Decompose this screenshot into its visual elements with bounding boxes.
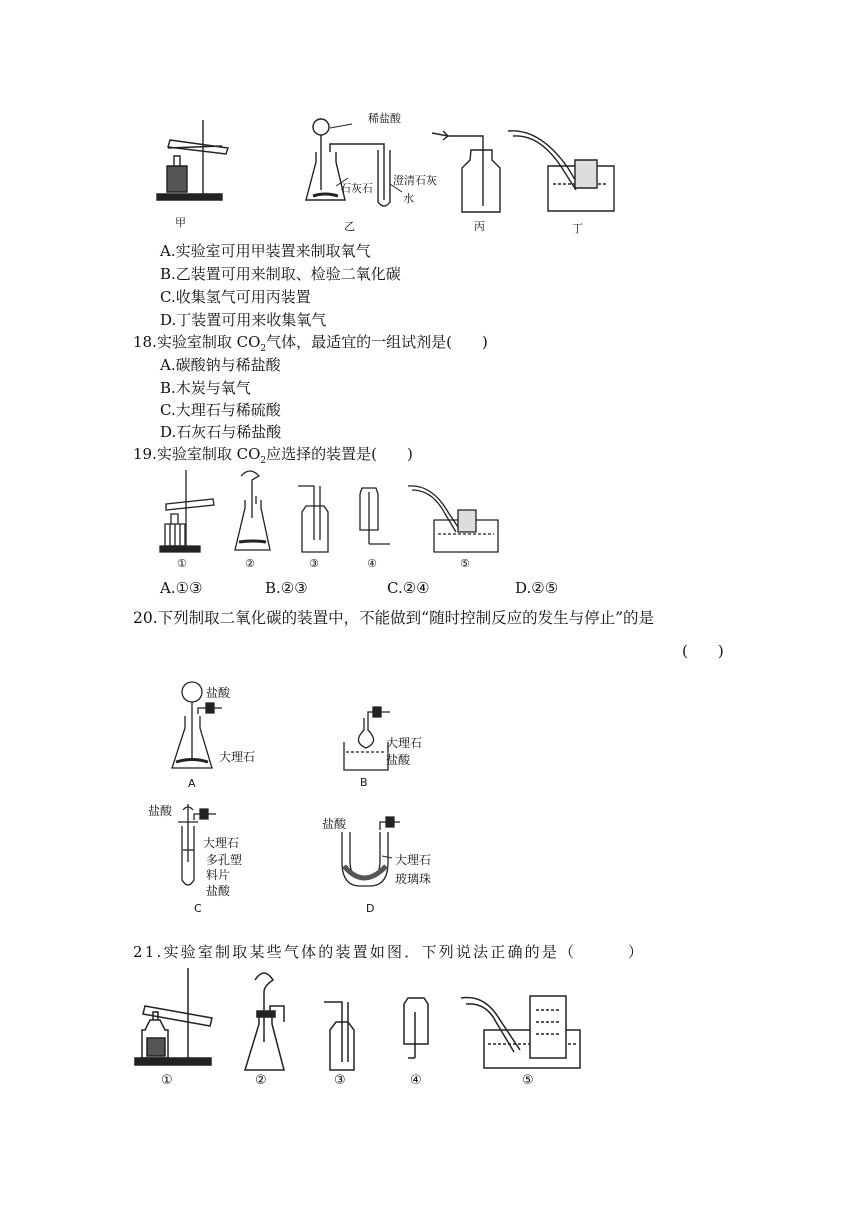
q19-stem-pre: 实验室制取 CO (156, 445, 261, 463)
q21-label-2: ② (255, 1073, 267, 1088)
label-dilute-hcl: 稀盐酸 (368, 112, 401, 125)
q21-label-4: ④ (410, 1073, 422, 1088)
q20d-letter: D (366, 902, 375, 915)
q20d-label-beads: 玻璃珠 (395, 872, 432, 886)
q21-label-1: ① (161, 1073, 173, 1088)
q19-label-3: ③ (309, 557, 319, 570)
q18-number: 18. (133, 333, 157, 351)
q21-apparatus-5 (461, 996, 580, 1068)
q20d-label-acid: 盐酸 (322, 817, 347, 831)
q18-stem-pre: 实验室制取 CO (156, 333, 261, 351)
q17-option-b: B.乙装置可用来制取、检验二氧化碳 (160, 265, 401, 283)
label-ding: 丁 (572, 222, 583, 235)
label-bing: 丙 (474, 220, 485, 233)
q20b-label-solid: 大理石 (386, 736, 423, 750)
q19-label-5: ⑤ (460, 557, 470, 570)
q21-stem: 21.实验室制取某些气体的装置如图．下列说法正确的是（ ） (133, 943, 646, 961)
q21-apparatus-3 (324, 1002, 354, 1070)
q20a-label-acid: 盐酸 (206, 686, 231, 700)
q21-apparatus-1 (135, 968, 212, 1065)
q21-label-5: ⑤ (522, 1073, 534, 1088)
q19-option-c: C.②④ (387, 579, 430, 597)
q18-option-b: B.木炭与氧气 (160, 379, 251, 397)
q19-stem-post: 应选择的装置是( ) (266, 445, 413, 463)
q20-answer-bracket: ( ) (682, 642, 724, 660)
q20b-letter: B (360, 776, 368, 789)
label-limestone: 石灰石 (340, 182, 373, 195)
label-jia: 甲 (175, 216, 186, 229)
q19-number: 19. (133, 445, 157, 463)
q19-label-4: ④ (367, 557, 377, 570)
q21-label-3: ③ (334, 1073, 346, 1088)
q20c-label-acid-top: 盐酸 (148, 804, 173, 818)
q19-option-b: B.②③ (265, 579, 308, 597)
q19-subscript: 2 (260, 456, 267, 466)
label-limewater: 澄清石灰 (393, 174, 437, 187)
q18-stem-post: 气体，最适宜的一组试剂是( ) (266, 333, 488, 351)
q20c-label-acid-bottom: 盐酸 (206, 884, 231, 898)
q17-option-c: C.收集氢气可用丙装置 (160, 288, 311, 306)
q19-option-a: A.①③ (160, 579, 203, 597)
q18-option-c: C.大理石与稀硫酸 (160, 401, 281, 419)
q20c-label-solid: 大理石 (203, 836, 240, 850)
q21-apparatus-4 (404, 998, 428, 1058)
q17-option-a: A.实验室可用甲装置来制取氧气 (160, 242, 371, 260)
q20d-label-solid: 大理石 (395, 853, 432, 867)
q20c-label-plate-2: 料片 (206, 868, 231, 882)
q21-apparatus-2 (245, 973, 284, 1070)
label-yi: 乙 (344, 220, 355, 233)
q20-stem: 20.下列制取二氧化碳的装置中，不能做到“随时控制反应的发生与停止”的是 (133, 609, 655, 627)
q20c-label-plate-1: 多孔塑 (206, 853, 243, 867)
q20c-letter: C (194, 902, 202, 915)
q19-label-2: ② (245, 557, 255, 570)
q20b-label-acid: 盐酸 (386, 753, 411, 767)
q18-option-d: D.石灰石与稀盐酸 (160, 423, 282, 441)
q18-subscript: 2 (260, 344, 267, 354)
q17-option-d: D.丁装置可用来收集氧气 (160, 311, 327, 329)
q18-option-a: A.碳酸钠与稀盐酸 (160, 356, 281, 374)
q20a-letter: A (188, 777, 196, 790)
label-water: 水 (403, 192, 414, 205)
q19-label-1: ① (177, 557, 187, 570)
q19-option-d: D.②⑤ (515, 579, 559, 597)
q20a-label-solid: 大理石 (219, 750, 256, 764)
